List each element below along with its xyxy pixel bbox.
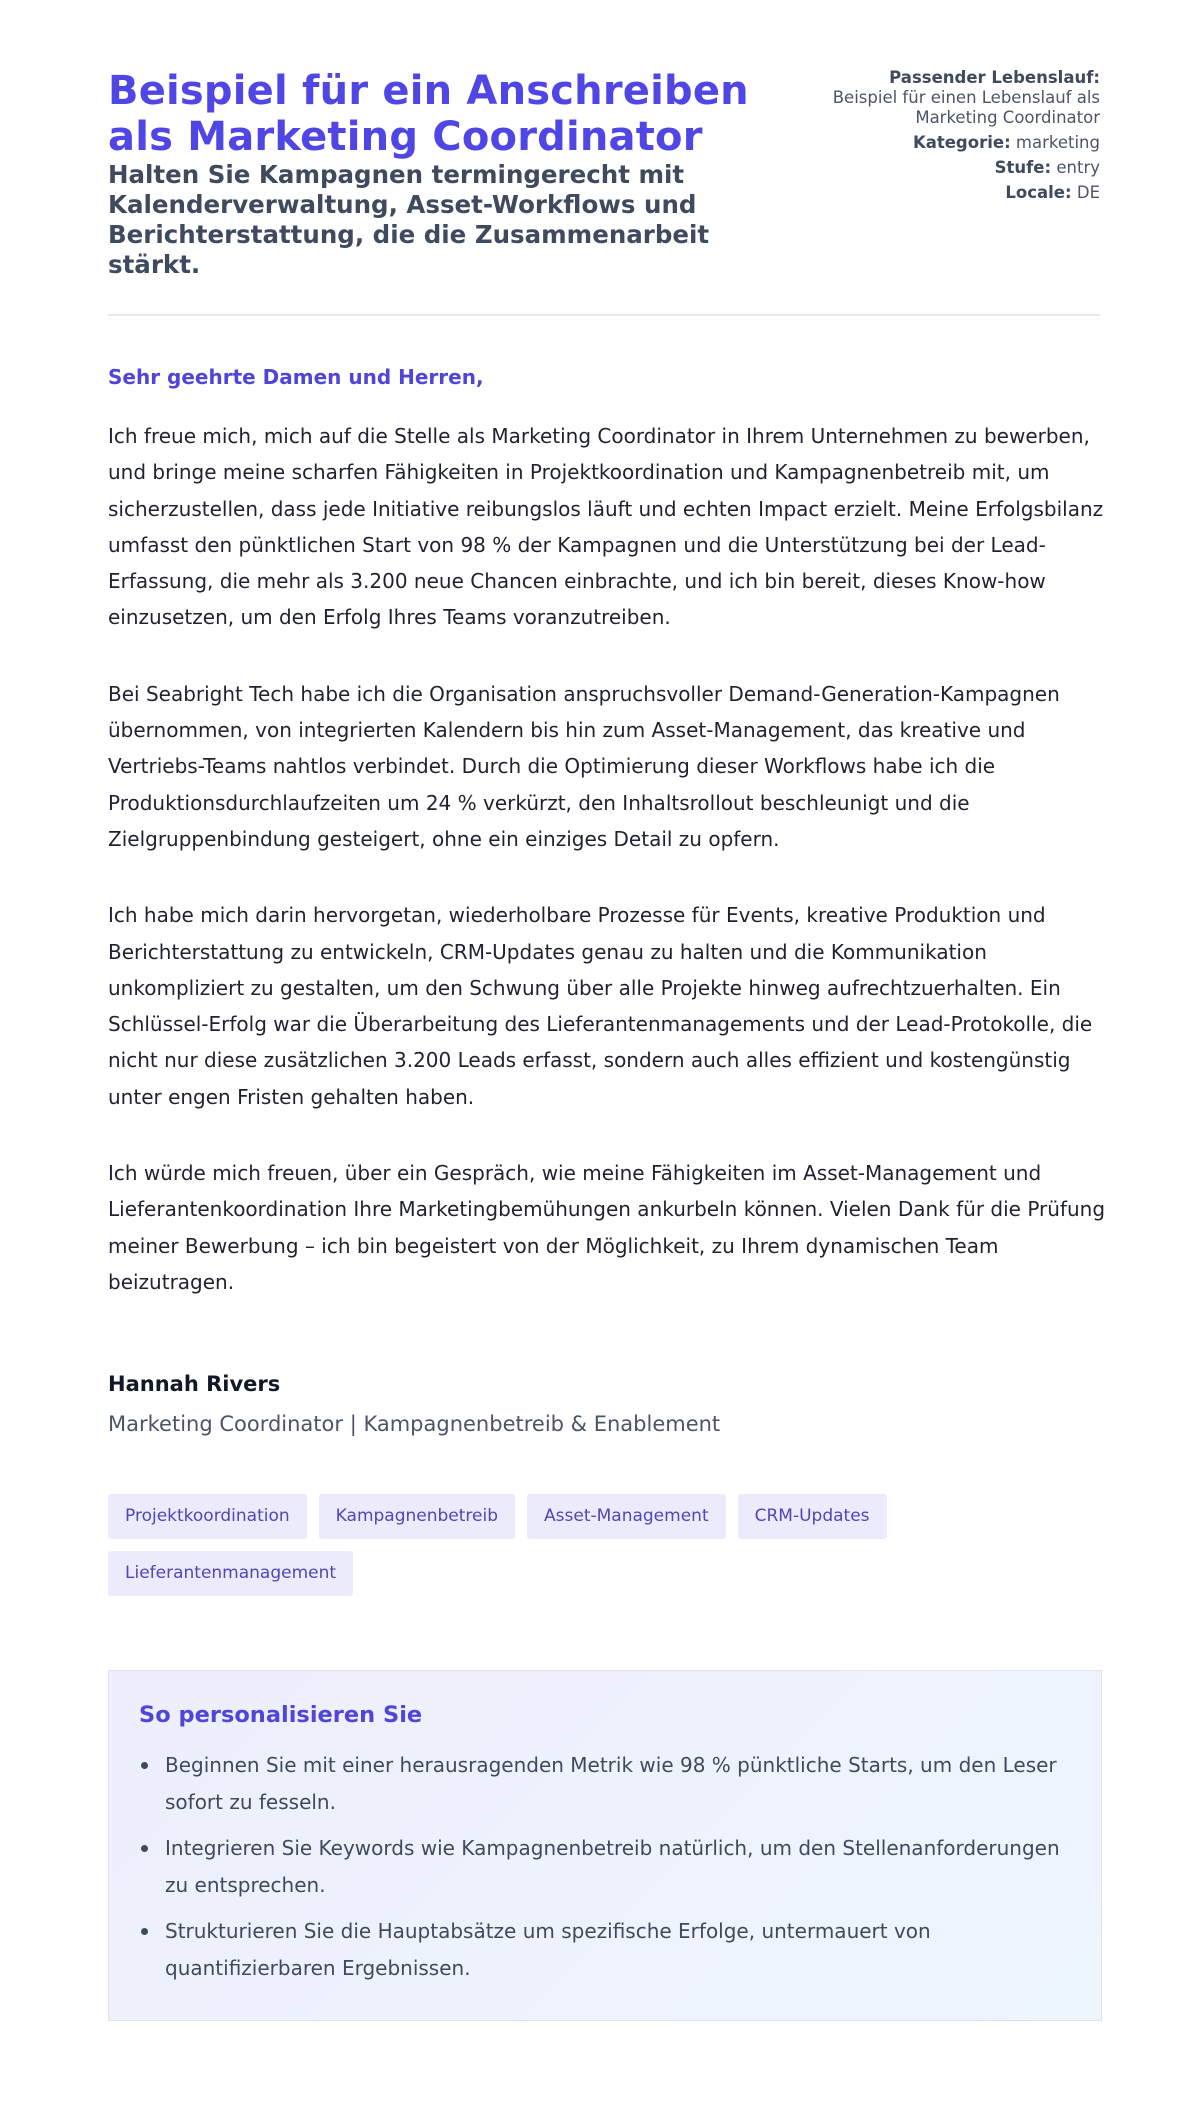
tips-list-item bbox=[139, 1830, 1071, 1903]
meta-category-label: Kategorie: bbox=[912, 133, 1011, 152]
signature-title: Marketing Coordinator | Kampagnenbetreib & Enablement bbox=[108, 1412, 721, 1437]
skill-tag: Lieferantenmanagement bbox=[108, 1551, 353, 1596]
meta-locale bbox=[800, 183, 1100, 203]
letter-paragraph-closing: Ich würde mich freuen, über ein Gespräch, wie meine Fähigkeiten im Asset-Management und Lieferantenkoordination Ihre Marketingbemühungen ankurbeln können. Vielen Dank für die Prüfung meiner Bewerbung – ich bin begeistert von der Möglichkeit, zu Ihrem dynamischen Team beizutragen. bbox=[108, 1161, 1106, 1294]
meta-resume-label: Passender Lebenslauf: bbox=[889, 68, 1100, 87]
meta-category-value: marketing bbox=[1015, 133, 1100, 152]
meta-level-value: entry bbox=[1056, 158, 1100, 177]
skill-tags bbox=[108, 1494, 1008, 1596]
tips-list-item bbox=[139, 1747, 1071, 1820]
letter-paragraph-experience: Bei Seabright Tech habe ich die Organisation anspruchsvoller Demand-Generation-Kampagnen übernommen, von integrierten Kalendern bis hin zum Asset-Management, das kreative und Vertriebs-Teams nahtlos verbindet. Durch die Optimierung dieser Workflows habe ich die Produktionsdurchlaufzeiten um 24 % verkürzt, den Inhaltsrollout beschleunigt und die Zielgruppenbindung gesteigert, ohne ein einziges Detail zu opfern. bbox=[108, 681, 1060, 851]
bullet-icon bbox=[141, 1928, 148, 1935]
tips-item-text: Strukturieren Sie die Hauptabsätze um spezifische Erfolge, untermauert von quantifizierbaren Ergebnissen. bbox=[165, 1919, 931, 1980]
letter-paragraph-intro: Ich freue mich, mich auf die Stelle als Marketing Coordinator in Ihrem Unternehmen zu bewerben, und bringe meine scharfen Fähigkeiten in Projektkoordination und Kampagnenbetreib mit, um sicherzustellen, dass jede Initiative reibungslos läuft und echten Impact erzielt. Meine Erfolgsbilanz umfasst den pünktlichen Start von 98 % der Kampagnen und die Unterstützung bei der Lead-Erfassung, die mehr als 3.200 neue Chancen einbrachte, und ich bin bereit, dieses Know-how einzusetzen, um den Erfolg Ihres Teams voranzutreiben. bbox=[108, 424, 1104, 630]
bullet-icon bbox=[141, 1762, 148, 1769]
letter-paragraph-achievements: Ich habe mich darin hervorgetan, wiederholbare Prozesse für Events, kreative Produktion und Berichterstattung zu entwickeln, CRM-Updates genau zu halten und die Kommunikation unkompliziert zu gestalten, um den Schwung über alle Projekte hinweg aufrechtzuerhalten. Ein Schlüssel-Erfolg war die Überarbeitung des Lieferantenmanagements und der Lead-Protokolle, die nicht nur diese zusätzlichen 3.200 Leads erfasst, sondern auch alles effizient und kostengünstig unter engen Fristen gehalten haben. bbox=[108, 903, 1093, 1109]
signature-block bbox=[108, 1370, 1100, 1438]
bullet-icon bbox=[141, 1845, 148, 1852]
meta-locale-value: DE bbox=[1076, 183, 1100, 202]
salutation: Sehr geehrte Damen und Herren, bbox=[108, 365, 484, 389]
tips-list-item bbox=[139, 1913, 1071, 1986]
tips-list bbox=[139, 1747, 1071, 1986]
page-subtitle: Halten Sie Kampagnen termingerecht mit Kalenderverwaltung, Asset-Workflows und Berichterstattung, die die Zusammenarbeit stärkt. bbox=[108, 160, 710, 279]
tips-item-text: Integrieren Sie Keywords wie Kampagnenbetreib natürlich, um den Stellenanforderungen zu entsprechen. bbox=[165, 1836, 1060, 1897]
skill-tag: Projektkoordination bbox=[108, 1494, 307, 1539]
meta-level bbox=[800, 158, 1100, 178]
header-meta bbox=[800, 68, 1100, 208]
skill-tag: Kampagnenbetreib bbox=[319, 1494, 515, 1539]
skill-tag: CRM-Updates bbox=[738, 1494, 887, 1539]
personalization-tips-box bbox=[108, 1670, 1102, 2021]
meta-locale-label: Locale: bbox=[1005, 183, 1072, 202]
skill-tag: Asset-Management bbox=[527, 1494, 726, 1539]
signature-name: Hannah Rivers bbox=[108, 1372, 281, 1397]
page-title: Beispiel für ein Anschreiben als Marketing Coordinator bbox=[108, 68, 749, 160]
meta-level-label: Stufe: bbox=[994, 158, 1052, 177]
meta-matching-resume bbox=[800, 68, 1100, 128]
tips-title: So personalisieren Sie bbox=[139, 1702, 423, 1729]
tips-item-text: Beginnen Sie mit einer herausragenden Metrik wie 98 % pünktliche Starts, um den Leser sofort zu fesseln. bbox=[165, 1753, 1057, 1814]
page-header bbox=[108, 68, 1100, 316]
header-title-block bbox=[108, 68, 768, 280]
meta-resume-link[interactable]: Beispiel für einen Lebenslauf als Marketing Coordinator bbox=[832, 88, 1100, 127]
letter-body bbox=[108, 364, 1106, 1300]
meta-category bbox=[800, 133, 1100, 153]
